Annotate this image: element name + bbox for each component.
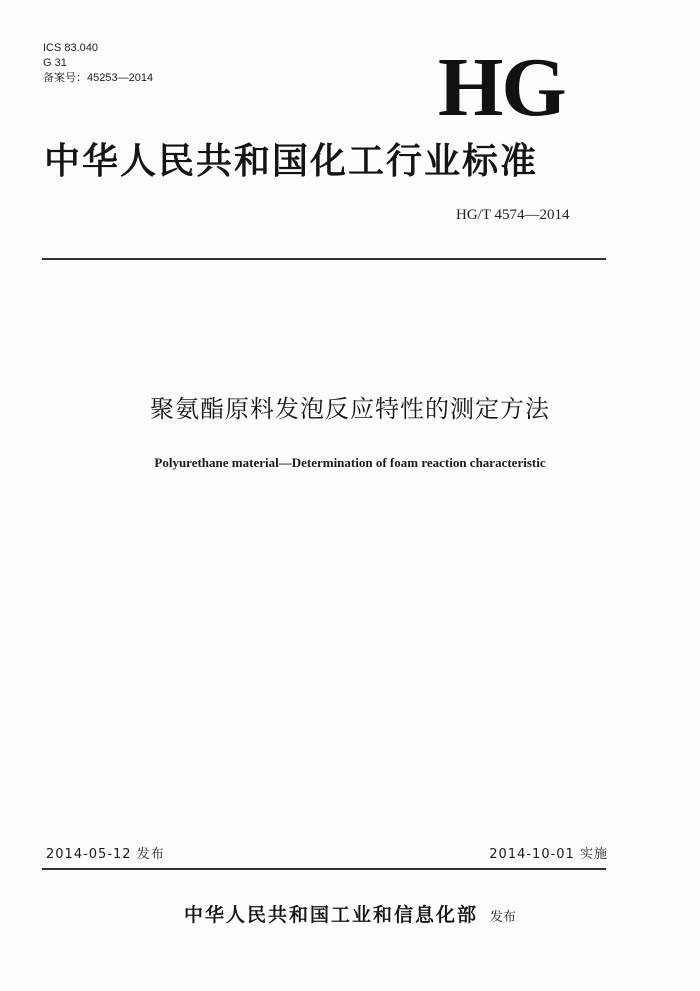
issuer-line: [0, 903, 700, 930]
effective-label: 实施: [579, 847, 608, 862]
effective-date: 2014-10-01: [489, 847, 575, 862]
top-divider: [42, 258, 606, 260]
issuer-verb: 发布: [490, 910, 517, 925]
issue-date-line: [46, 846, 165, 864]
standard-code: HG/T 4574—2014: [456, 207, 570, 223]
effective-date-line: [489, 846, 608, 864]
document-title-en: Polyurethane material—Determination of foam reaction characteristic: [154, 455, 546, 470]
issue-label: 发布: [136, 847, 165, 862]
document-title-cn: 聚氨酯原料发泡反应特性的测定方法: [150, 395, 550, 423]
ics-code: ICS 83.040: [43, 42, 99, 54]
filing-number: 备案号：45253—2014: [43, 72, 154, 84]
category-code: G 31: [43, 57, 67, 69]
issuer-name: 中华人民共和国工业和信息化部: [183, 904, 478, 926]
bottom-divider: [42, 868, 606, 870]
issue-date: 2014-05-12: [46, 847, 132, 862]
standard-title: 中华人民共和国化工行业标准: [44, 141, 539, 182]
hg-logo: HG: [438, 41, 565, 134]
classification-block: [43, 41, 153, 86]
